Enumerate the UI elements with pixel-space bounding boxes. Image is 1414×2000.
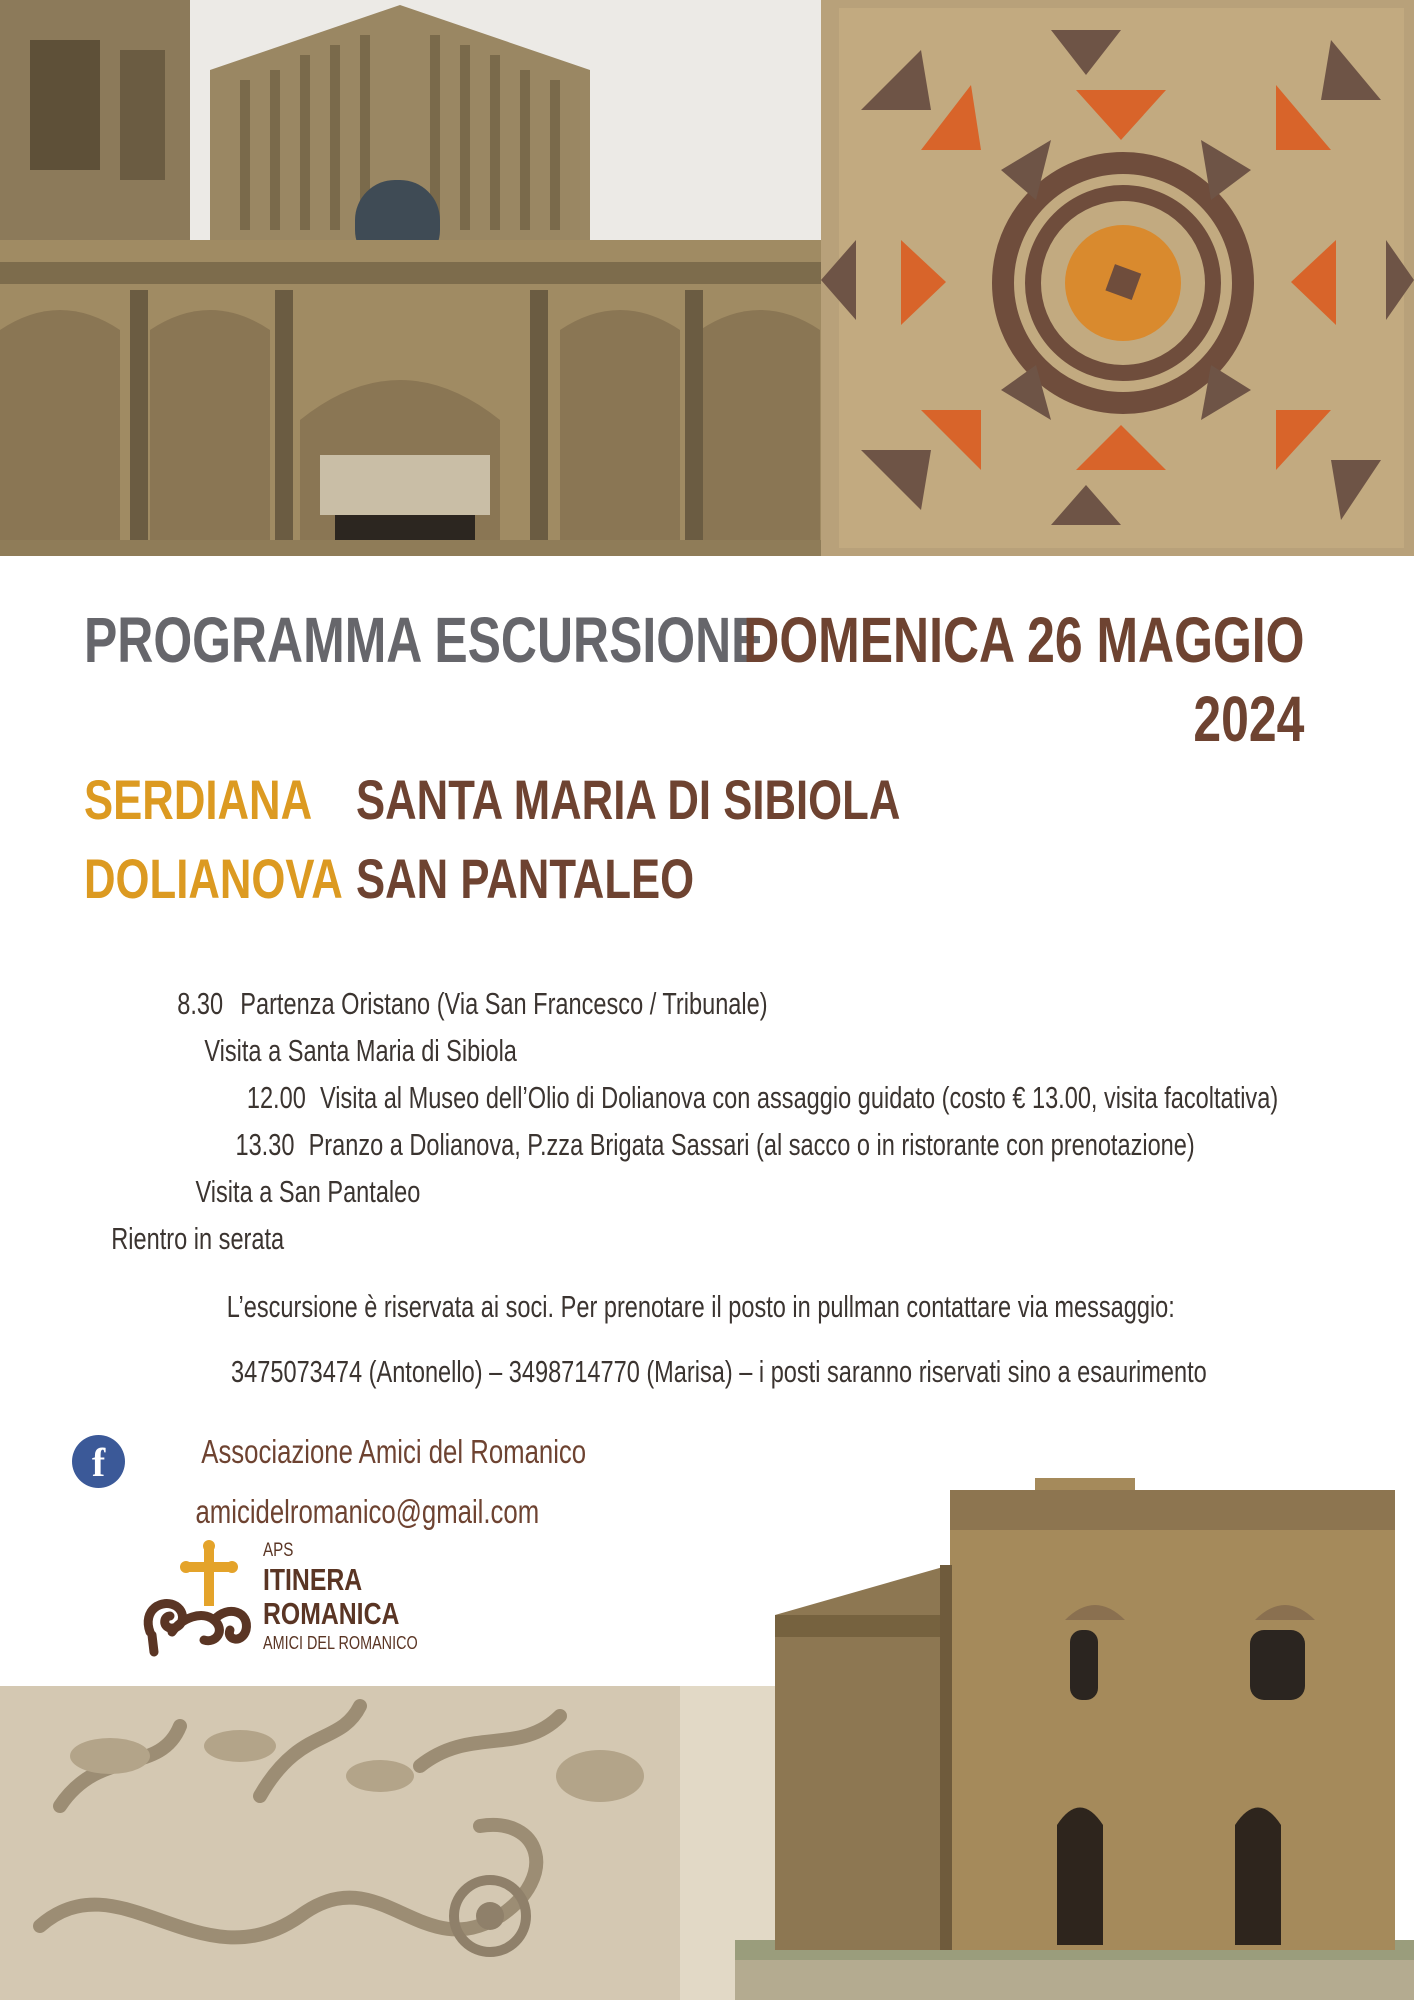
stone-relief-photo bbox=[0, 1686, 790, 2000]
programme-text: Visita al Museo dell’Olio di Dolianova con assaggio guidato (costo € 13.00, visita facoltativa) bbox=[319, 1080, 1279, 1115]
programme-time: 8.30 bbox=[177, 986, 224, 1021]
programme-text: Partenza Oristano (Via San Francesco / Tribunale) bbox=[240, 986, 768, 1021]
email-link[interactable]: amicidelromanico@gmail.com bbox=[195, 1493, 540, 1530]
programme-title: PROGRAMMA ESCURSIONE bbox=[84, 604, 765, 676]
town-name: DOLIANOVA bbox=[84, 847, 343, 910]
san-pantaleo-church-photo bbox=[735, 1470, 1414, 2000]
logo-emblem-icon bbox=[142, 1540, 262, 1660]
inlaid-stone-tile-photo bbox=[821, 0, 1414, 556]
programme-item bbox=[196, 1174, 421, 1210]
event-year: 2024 bbox=[1192, 683, 1304, 755]
programme-item bbox=[247, 1080, 1278, 1116]
place-row-dolianova bbox=[84, 846, 984, 916]
programme-time: 13.30 bbox=[235, 1127, 295, 1162]
cathedral-facade-photo bbox=[0, 0, 835, 556]
church-name: SAN PANTALEO bbox=[356, 847, 695, 910]
programme-text: Rientro in serata bbox=[111, 1221, 285, 1256]
programme-text: Visita a San Pantaleo bbox=[195, 1174, 421, 1209]
logo-line2: ROMANICA bbox=[263, 1596, 400, 1631]
facebook-icon[interactable]: f bbox=[72, 1435, 125, 1488]
logo-line3: AMICI DEL ROMANICO bbox=[263, 1633, 418, 1653]
place-row-serdiana bbox=[84, 767, 984, 837]
programme-time: 12.00 bbox=[246, 1080, 306, 1115]
programme-text: Pranzo a Dolianova, P.zza Brigata Sassari (al sacco o in ristorante con prenotazione) bbox=[308, 1127, 1195, 1162]
phone-contacts: 3475073474 (Antonello) – 3498714770 (Marisa) – i posti saranno riservati sino a esaurimento bbox=[231, 1354, 1207, 1389]
programme-item bbox=[111, 1221, 284, 1257]
event-date: DOMENICA 26 MAGGIO bbox=[742, 604, 1304, 676]
programme-item bbox=[235, 1127, 1194, 1163]
itinera-romanica-logo bbox=[142, 1540, 472, 1660]
facebook-link[interactable]: Associazione Amici del Romanico bbox=[201, 1433, 587, 1470]
programme-text: Visita a Santa Maria di Sibiola bbox=[204, 1033, 517, 1068]
programme-item bbox=[177, 986, 767, 1022]
programme-item bbox=[204, 1033, 517, 1069]
church-name: SANTA MARIA DI SIBIOLA bbox=[356, 768, 901, 831]
reservation-note: L’escursione è riservata ai soci. Per prenotare il posto in pullman contattare via messaggio: bbox=[226, 1289, 1175, 1324]
logo-line1: ITINERA bbox=[263, 1562, 363, 1597]
town-name: SERDIANA bbox=[84, 768, 313, 831]
logo-aps: APS bbox=[263, 1540, 294, 1561]
